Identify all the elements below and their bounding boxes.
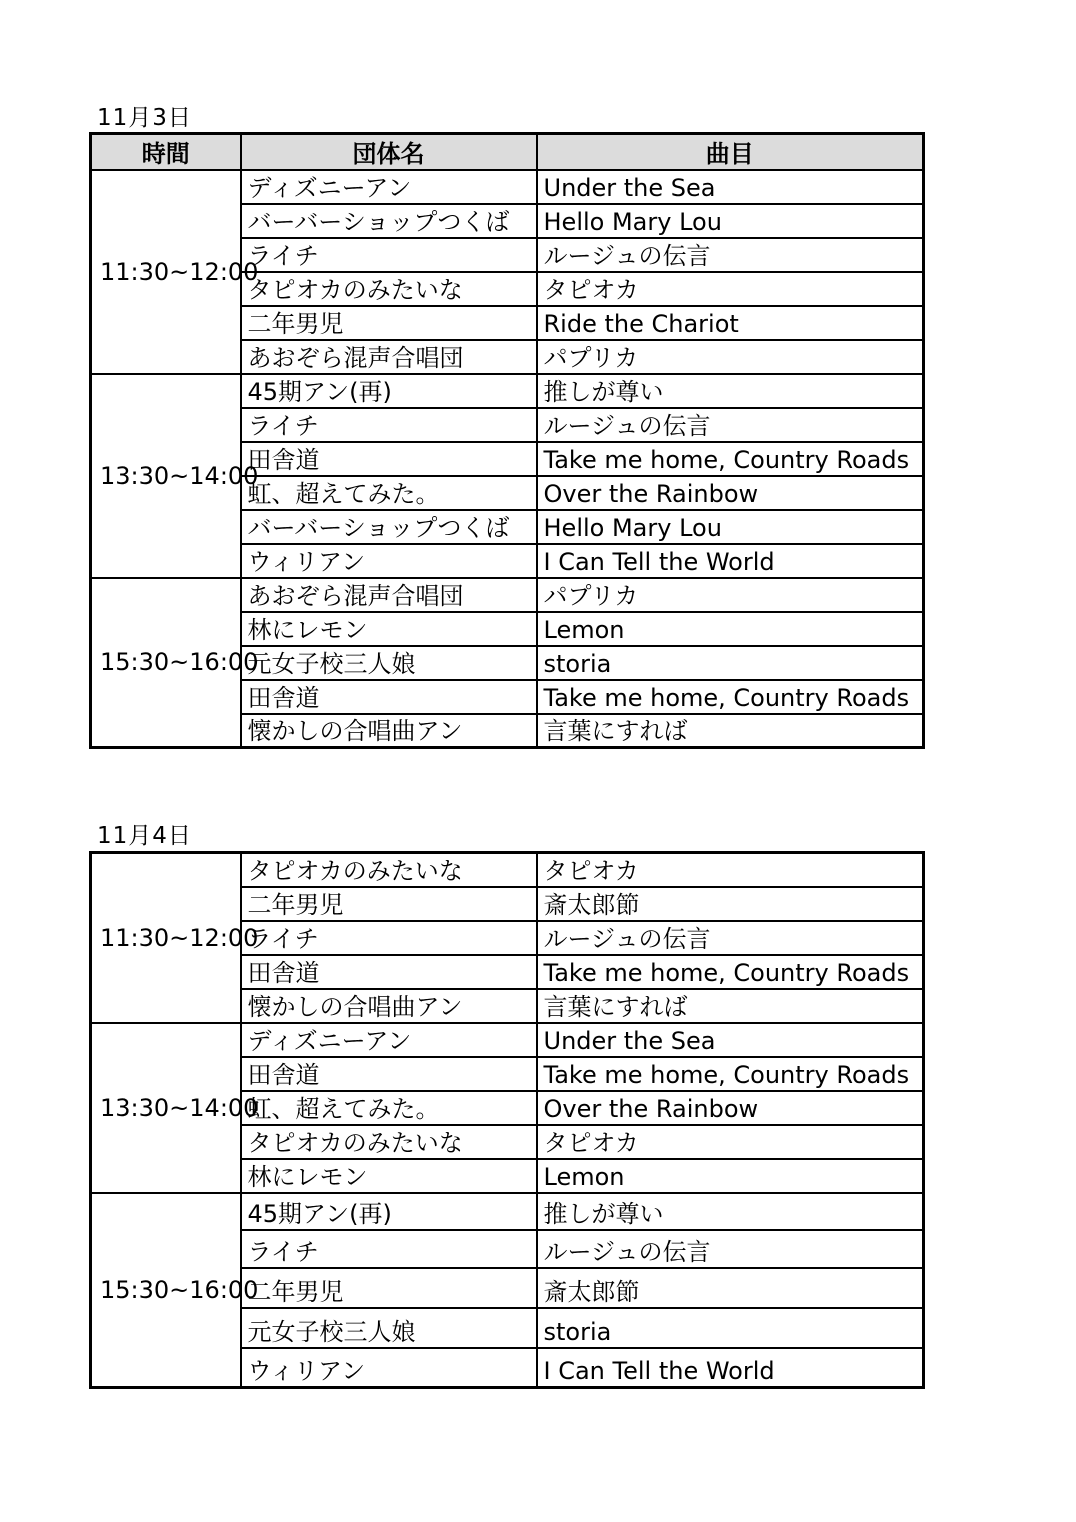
group-name-cell: ライチ bbox=[241, 921, 537, 955]
time-slot-cell: 11:30~12:00 bbox=[91, 170, 241, 374]
group-name-cell: タピオカのみたいな bbox=[241, 1125, 537, 1159]
group-name-cell: 二年男児 bbox=[241, 1268, 537, 1308]
group-name-cell: タピオカのみたいな bbox=[241, 272, 537, 306]
song-title-cell: タピオカ bbox=[537, 1125, 924, 1159]
group-name-cell: ウィリアン bbox=[241, 544, 537, 578]
song-title-cell: 言葉にすれば bbox=[537, 989, 924, 1023]
group-name-cell: ディズニーアン bbox=[241, 1023, 537, 1057]
time-slot-cell: 13:30~14:00 bbox=[91, 374, 241, 578]
song-title-cell: I Can Tell the World bbox=[537, 544, 924, 578]
day-2-schedule-table bbox=[89, 851, 925, 1389]
song-title-cell: Lemon bbox=[537, 612, 924, 646]
group-name-cell: 懐かしの合唱曲アン bbox=[241, 714, 537, 748]
group-name-cell: 懐かしの合唱曲アン bbox=[241, 989, 537, 1023]
header-song: 曲目 bbox=[537, 134, 924, 170]
group-name-cell: 虹、超えてみた。 bbox=[241, 476, 537, 510]
song-title-cell: Take me home, Country Roads bbox=[537, 1057, 924, 1091]
song-title-cell: 斎太郎節 bbox=[537, 887, 924, 921]
song-title-cell: storia bbox=[537, 646, 924, 680]
song-title-cell: 斎太郎節 bbox=[537, 1268, 924, 1308]
group-name-cell: あおぞら混声合唱団 bbox=[241, 340, 537, 374]
song-title-cell: Over the Rainbow bbox=[537, 476, 924, 510]
day-2-title: 11月4日 bbox=[97, 823, 192, 849]
group-name-cell: 林にレモン bbox=[241, 612, 537, 646]
group-name-cell: 二年男児 bbox=[241, 887, 537, 921]
song-title-cell: パプリカ bbox=[537, 340, 924, 374]
group-name-cell: 田舎道 bbox=[241, 442, 537, 476]
group-name-cell: ライチ bbox=[241, 408, 537, 442]
group-name-cell: ディズニーアン bbox=[241, 170, 537, 204]
group-name-cell: 虹、超えてみた。 bbox=[241, 1091, 537, 1125]
song-title-cell: Under the Sea bbox=[537, 1023, 924, 1057]
group-name-cell: バーバーショップつくば bbox=[241, 204, 537, 238]
group-name-cell: バーバーショップつくば bbox=[241, 510, 537, 544]
song-title-cell: 推しが尊い bbox=[537, 374, 924, 408]
group-name-cell: あおぞら混声合唱団 bbox=[241, 578, 537, 612]
group-name-cell: ライチ bbox=[241, 1230, 537, 1268]
day-2-body bbox=[91, 853, 924, 1388]
group-name-cell: 45期アン(再) bbox=[241, 1193, 537, 1230]
header-time: 時間 bbox=[91, 134, 241, 170]
header-group: 団体名 bbox=[241, 134, 537, 170]
song-title-cell: storia bbox=[537, 1308, 924, 1348]
song-title-cell: タピオカ bbox=[537, 272, 924, 306]
song-title-cell: タピオカ bbox=[537, 853, 924, 887]
header-row bbox=[91, 134, 924, 170]
table-row bbox=[91, 170, 924, 204]
song-title-cell: Ride the Chariot bbox=[537, 306, 924, 340]
song-title-cell: ルージュの伝言 bbox=[537, 1230, 924, 1268]
song-title-cell: ルージュの伝言 bbox=[537, 238, 924, 272]
song-title-cell: Take me home, Country Roads bbox=[537, 442, 924, 476]
table-row bbox=[91, 374, 924, 408]
song-title-cell: Take me home, Country Roads bbox=[537, 955, 924, 989]
song-title-cell: 推しが尊い bbox=[537, 1193, 924, 1230]
group-name-cell: 田舎道 bbox=[241, 680, 537, 714]
song-title-cell: 言葉にすれば bbox=[537, 714, 924, 748]
song-title-cell: Hello Mary Lou bbox=[537, 510, 924, 544]
table-row bbox=[91, 1193, 924, 1230]
song-title-cell: Hello Mary Lou bbox=[537, 204, 924, 238]
time-slot-cell: 13:30~14:00 bbox=[91, 1023, 241, 1193]
group-name-cell: 田舎道 bbox=[241, 955, 537, 989]
table-row bbox=[91, 853, 924, 887]
group-name-cell: 45期アン(再) bbox=[241, 374, 537, 408]
song-title-cell: パプリカ bbox=[537, 578, 924, 612]
time-slot-cell: 15:30~16:00 bbox=[91, 1193, 241, 1388]
day-1-title: 11月3日 bbox=[97, 105, 192, 131]
song-title-cell: Lemon bbox=[537, 1159, 924, 1193]
song-title-cell: Over the Rainbow bbox=[537, 1091, 924, 1125]
table-row bbox=[91, 1023, 924, 1057]
group-name-cell: 二年男児 bbox=[241, 306, 537, 340]
day-1-schedule-table bbox=[89, 132, 925, 749]
day-1-body bbox=[91, 170, 924, 748]
group-name-cell: 元女子校三人娘 bbox=[241, 646, 537, 680]
group-name-cell: 元女子校三人娘 bbox=[241, 1308, 537, 1348]
song-title-cell: ルージュの伝言 bbox=[537, 921, 924, 955]
song-title-cell: I Can Tell the World bbox=[537, 1348, 924, 1388]
time-slot-cell: 15:30~16:00 bbox=[91, 578, 241, 748]
song-title-cell: Take me home, Country Roads bbox=[537, 680, 924, 714]
time-slot-cell: 11:30~12:00 bbox=[91, 853, 241, 1023]
table-row bbox=[91, 578, 924, 612]
group-name-cell: 田舎道 bbox=[241, 1057, 537, 1091]
song-title-cell: Under the Sea bbox=[537, 170, 924, 204]
song-title-cell: ルージュの伝言 bbox=[537, 408, 924, 442]
group-name-cell: ライチ bbox=[241, 238, 537, 272]
group-name-cell: 林にレモン bbox=[241, 1159, 537, 1193]
group-name-cell: ウィリアン bbox=[241, 1348, 537, 1388]
group-name-cell: タピオカのみたいな bbox=[241, 853, 537, 887]
